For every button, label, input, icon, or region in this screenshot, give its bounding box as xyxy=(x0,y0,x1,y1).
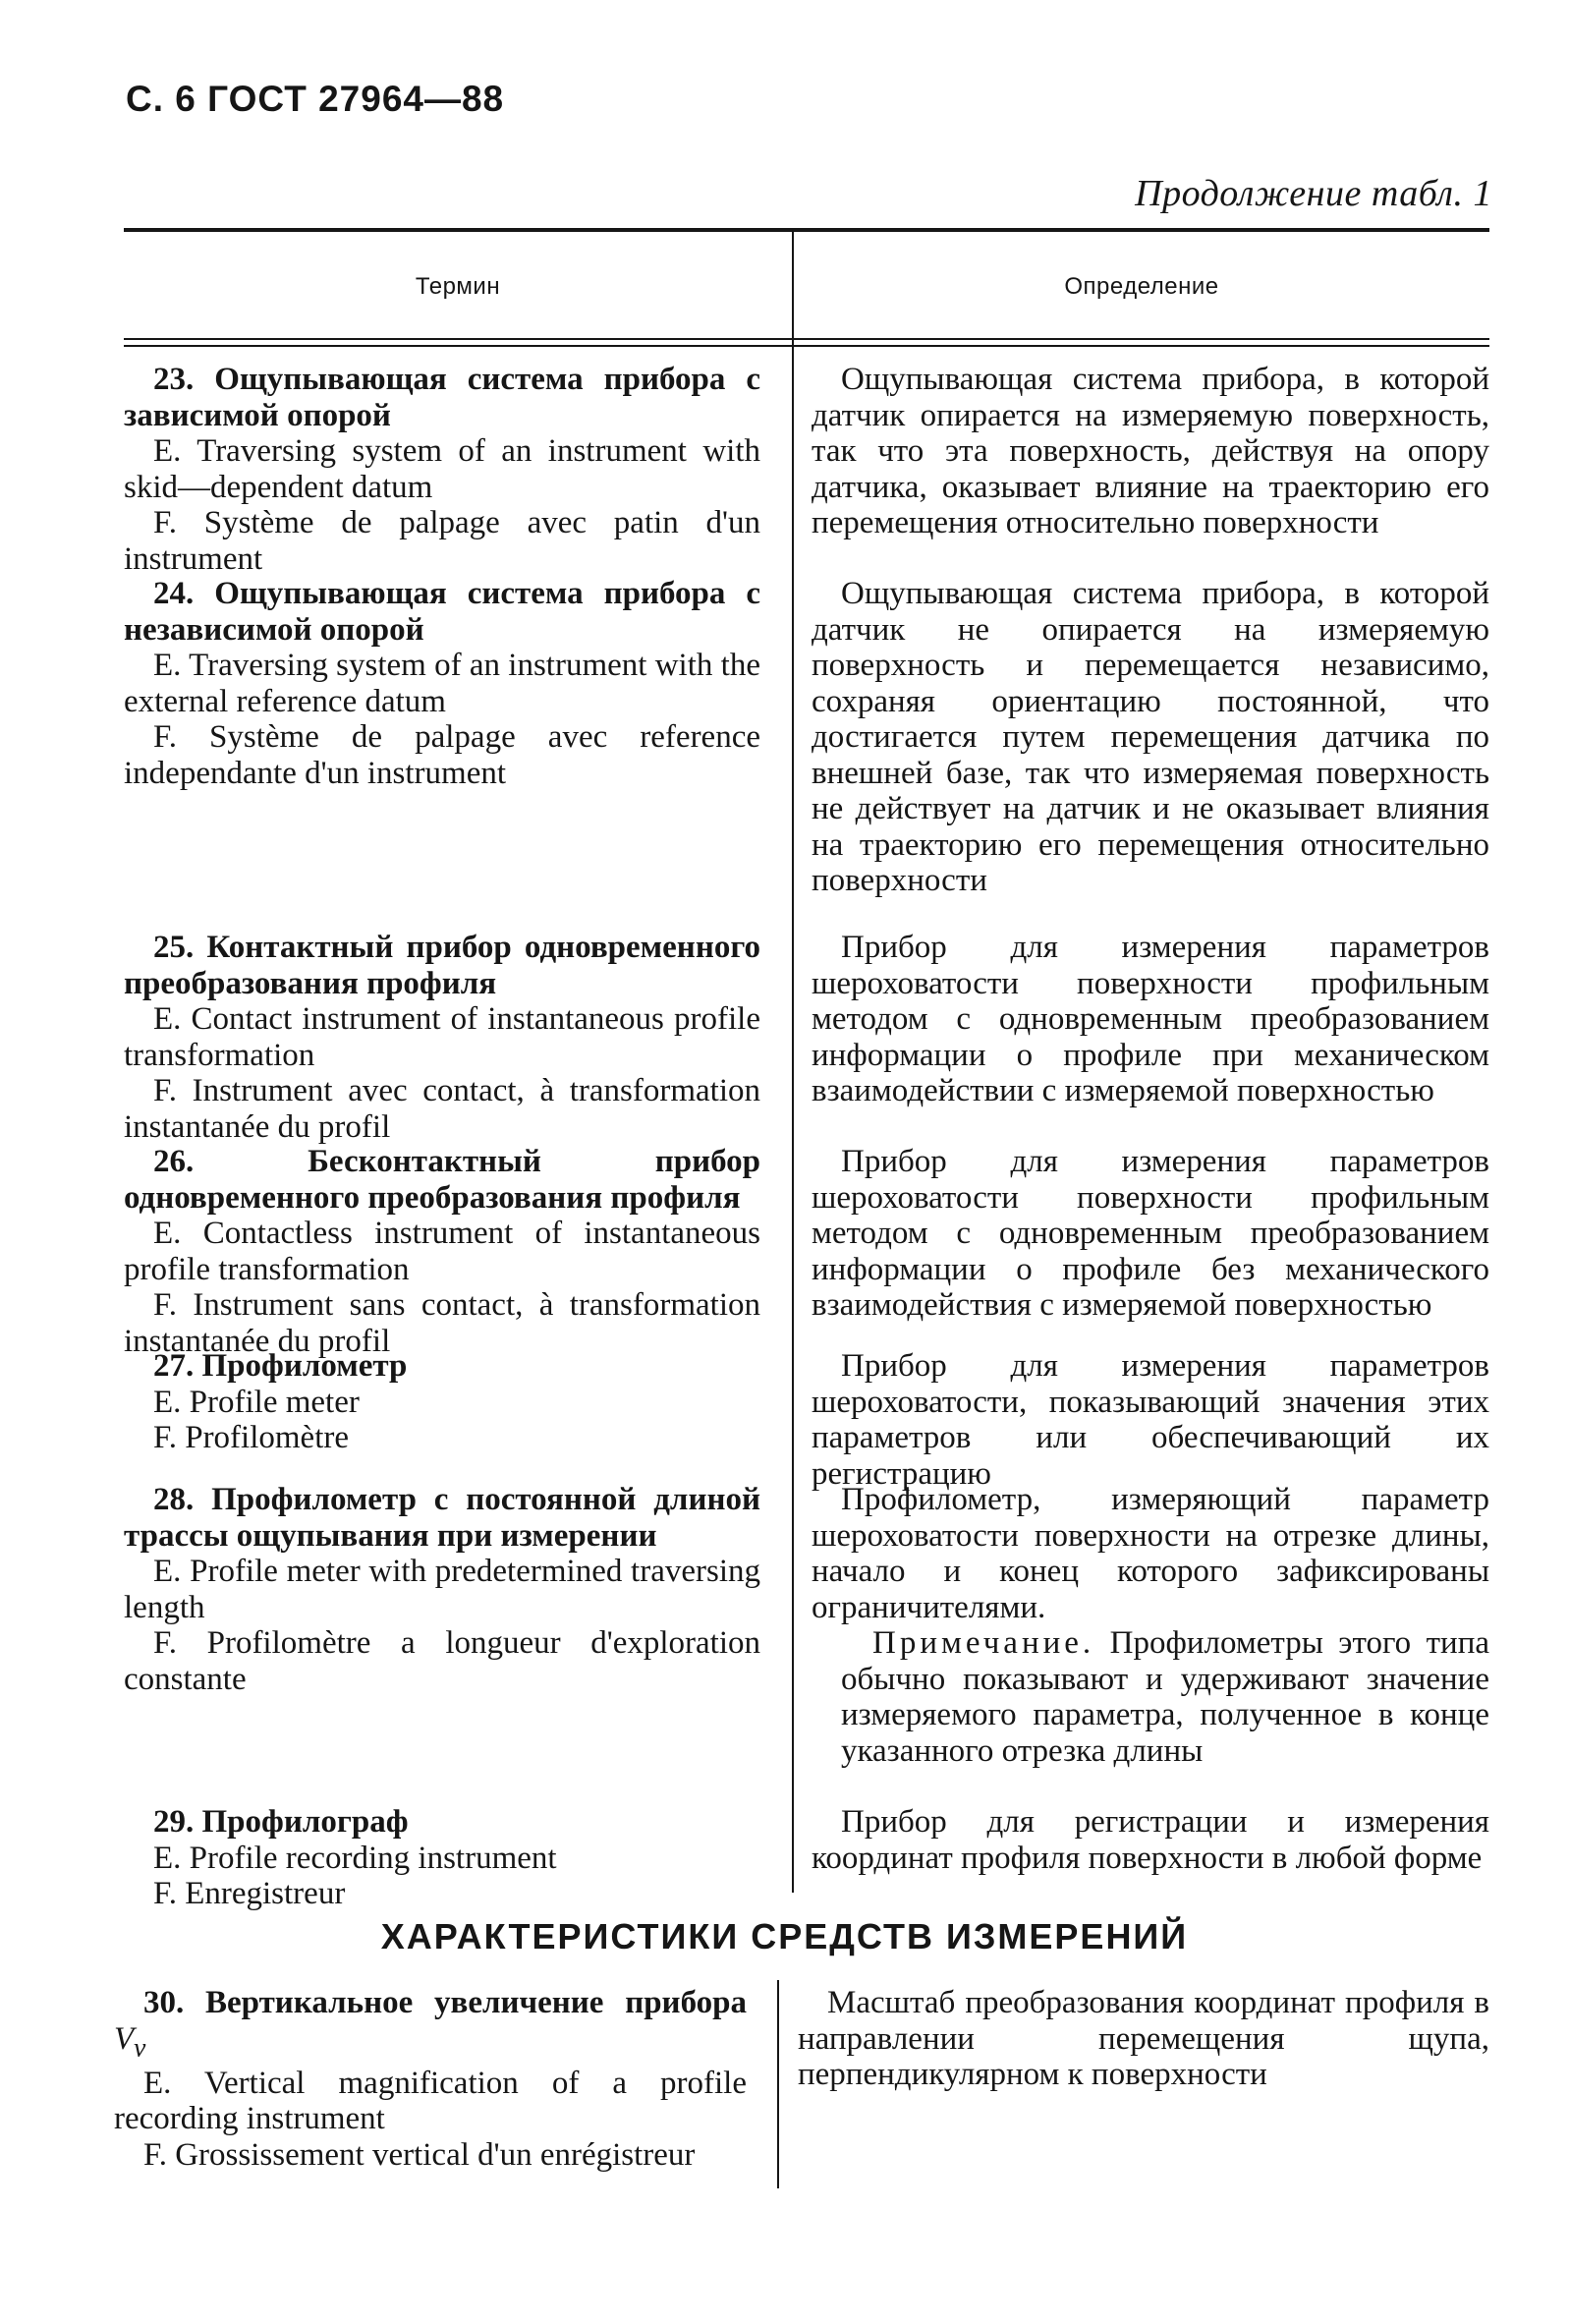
table-header-rule-1 xyxy=(124,338,1489,340)
term-english: E. Profile meter xyxy=(153,1384,360,1420)
symbol-subscript: v xyxy=(134,2031,146,2063)
symbol: V xyxy=(114,2020,135,2057)
term-number: 26. xyxy=(153,1144,195,1179)
term-number: 29. xyxy=(153,1804,195,1840)
term-number: 27. xyxy=(153,1348,195,1384)
definition-text: Ощупывающая система прибора, в которой датчик не опирается на измеряемую поверхность и перемещается независимо, сохраняя ориентацию постоянной, что достигается путем перемещения датчика по внешней базе, так что измеряемая поверхность не действует на датчик и не оказывает влияния на траекторию его перемещения относительно поверхности xyxy=(812,576,1489,898)
term-title: Бесконтактный прибор одновременного преобразования профиля xyxy=(124,1144,760,1216)
definition-text: Прибор для регистрации и измерения координат профиля поверхности в любой форме xyxy=(812,1804,1489,1876)
definition-text: Прибор для измерения параметров шероховатости поверхности профильным методом с одновременным преобразованием информации о профиле без механического взаимодействия с измеряемой поверхностью xyxy=(812,1144,1489,1323)
entry-28-definition xyxy=(812,1482,1489,1769)
term-english: E. Traversing system of an instrument with skid—dependent datum xyxy=(124,433,760,505)
definition-text: Масштаб преобразования координат профиля в направлении перемещения щупа, перпендикулярном к поверхности xyxy=(798,1985,1489,2092)
note-text: Профилометры этого типа обычно показывают и удерживают значение измеряемого параметра, полученное в конце указанного отрезка длины xyxy=(841,1625,1490,1769)
column-divider-section xyxy=(777,1980,779,2188)
term-title: Профилограф xyxy=(201,1804,409,1840)
definition-text: Прибор для измерения параметров шероховатости, показывающий значения этих параметров или обеспечивающий их регистрацию xyxy=(812,1348,1489,1492)
column-divider xyxy=(792,232,794,1893)
entry-29-term xyxy=(124,1804,760,1912)
table-top-rule xyxy=(124,228,1489,232)
entry-29-definition xyxy=(812,1804,1489,1876)
term-title: Контактный прибор одновременного преобразования профиля xyxy=(124,930,760,1001)
term-english: E. Vertical magnification of a profile recording instrument xyxy=(114,2065,747,2137)
term-french: F. Instrument sans contact, à transformation instantanée du profil xyxy=(124,1287,760,1359)
entry-30-definition xyxy=(798,1985,1489,2093)
entry-25-term xyxy=(124,930,760,1145)
term-title: Профилометр xyxy=(201,1348,408,1384)
definition-text: Прибор для измерения параметров шероховатости поверхности профильным методом с одновременным преобразованием информации о профиле при механическом взаимодействии с измеряемой поверхностью xyxy=(812,930,1489,1108)
term-title: Ощупывающая система прибора с зависимой опорой xyxy=(124,362,761,433)
entry-27-term xyxy=(124,1348,760,1456)
term-french: F. Enregistreur xyxy=(153,1876,346,1911)
term-english: E. Profile meter with predetermined traversing length xyxy=(124,1554,760,1625)
entry-25-definition xyxy=(812,930,1489,1109)
entry-28-term xyxy=(124,1482,760,1697)
term-title: Профилометр с постоянной длиной трассы ощупывания при измерении xyxy=(124,1482,760,1554)
entry-27-definition xyxy=(812,1348,1489,1492)
table-header-rule-2 xyxy=(124,345,1489,347)
term-french: F. Système de palpage avec patin d'un instrument xyxy=(124,505,760,577)
term-english: E. Contactless instrument of instantaneous profile transformation xyxy=(124,1216,760,1287)
entry-23-term xyxy=(124,362,760,577)
term-title: Ощупывающая система прибора с независимой опорой xyxy=(124,576,761,648)
column-header-definition: Определение xyxy=(1064,273,1219,300)
entry-24-definition xyxy=(812,576,1489,899)
definition-note xyxy=(812,1625,1489,1769)
term-number: 28. xyxy=(153,1482,195,1517)
page-header: С. 6 ГОСТ 27964—88 xyxy=(126,79,505,119)
term-english: E. Contact instrument of instantaneous profile transformation xyxy=(124,1001,760,1073)
term-french: F. Profilomètre a longueur d'exploration constante xyxy=(124,1625,760,1697)
table-continuation-label: Продолжение табл. 1 xyxy=(1135,173,1492,214)
term-french: F. Grossissement vertical d'un enrégistreur xyxy=(143,2136,696,2173)
entry-30-term xyxy=(114,1985,747,2173)
column-header-term: Термин xyxy=(415,273,501,300)
entry-23-definition xyxy=(812,362,1489,541)
entry-24-term xyxy=(124,576,760,791)
term-title: Вертикальное увеличение прибора xyxy=(205,1985,747,2020)
term-french: F. Instrument avec contact, à transformation instantanée du profil xyxy=(124,1073,760,1145)
term-french: F. Profilomètre xyxy=(153,1420,349,1455)
term-number: 23. xyxy=(153,362,195,397)
term-english: E. Traversing system of an instrument with the external reference datum xyxy=(124,648,760,719)
note-label: Примечание. xyxy=(872,1625,1095,1661)
entry-26-term xyxy=(124,1144,760,1359)
definition-text: Ощупывающая система прибора, в которой датчик опирается на измеряемую поверхность, так что эта поверхность, действуя на опору датчика, оказывает влияние на траекторию его перемещения относительно поверхности xyxy=(812,362,1489,540)
section-title: ХАРАКТЕРИСТИКИ СРЕДСТВ ИЗМЕРЕНИЙ xyxy=(380,1916,1189,1956)
definition-text: Профилометр, измеряющий параметр шероховатости поверхности на отрезке длины, начало и конец которого зафиксированы ограничителями. xyxy=(812,1482,1489,1625)
term-number: 24. xyxy=(153,576,195,611)
entry-26-definition xyxy=(812,1144,1489,1324)
term-number: 30. xyxy=(143,1985,185,2020)
term-english: E. Profile recording instrument xyxy=(153,1840,557,1876)
term-french: F. Système de palpage avec reference independante d'un instrument xyxy=(124,719,760,791)
term-number: 25. xyxy=(153,930,195,965)
